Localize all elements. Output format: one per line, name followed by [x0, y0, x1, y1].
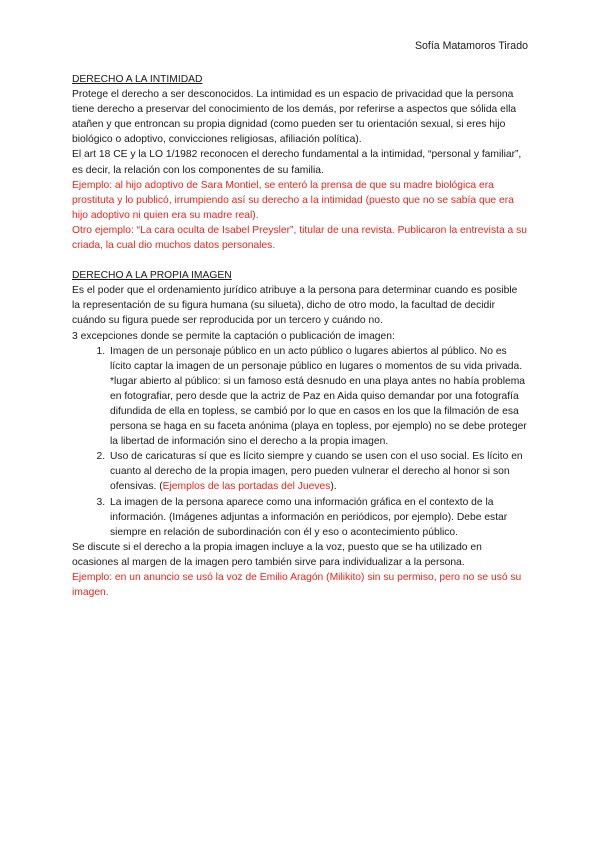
example-text: Ejemplo: al hijo adoptivo de Sara Montiel, se enteró la prensa de que su madre biológica era prostituta y lo publicó, irrumpiendo así su derecho a la intimidad (puesto que no se sabía que era hijo adoptivo ni quien era su madre real). [72, 179, 514, 221]
list-item: 2. Uso de caricaturas sí que es lícito siempre y cuando se usen con el uso social. Es lícito en cuanto al derecho de la propia imagen, pero pueden vulnerar el derecho al honor si son ofensivas. (Ejemplos de las portadas del Jueves). [108, 449, 528, 494]
list-item: 3. La imagen de la persona aparece como una información gráfica en el contexto de la información. (Imágenes adjuntas a información en periódicos, por ejemplo). Debe estar siempre en relación de subordinación con él y eso o acontecimiento público. [108, 495, 528, 540]
exceptions-list [72, 344, 528, 540]
section-title-intimidad: DERECHO A LA INTIMIDAD [72, 74, 203, 85]
paragraph: 3 excepciones donde se permite la captación o publicación de imagen: [72, 330, 395, 342]
section-title-propia-imagen: DERECHO A LA PROPIA IMAGEN [72, 270, 232, 282]
document-body [72, 72, 528, 600]
paragraph: Se discute si el derecho a la propia imagen incluye a la voz, puesto que se ha utilizado en ocasiones al margen de la imagen pero también sirve para individualizar a la persona. [72, 541, 482, 568]
example-text: Ejemplo: en un anuncio se usó la voz de Emilio Aragón (Milikito) sin su permiso, pero no se usó su imagen. [72, 572, 522, 599]
spacer [72, 253, 528, 268]
paragraph: Es el poder que el ordenamiento jurídico atribuye a la persona para determinar cuando es posible la representación de su figura humana (su silueta), dicho de otro modo, la facultad de decidir cuándo su figura puede ser reproducida por un tercero y cuándo no. [72, 285, 518, 327]
paragraph: El art 18 CE y la LO 1/1982 reconocen el derecho fundamental a la intimidad, “personal y familiar”, es decir, la relación con los componentes de su familia. [72, 149, 522, 176]
paragraph: Protege el derecho a ser desconocidos. La intimidad es un espacio de privacidad que la persona tiene derecho a preservar del conocimiento de los demás, por referirse a aspectos que sólida ella atañen y que entroncan su propia dignidad (como pueden ser tu orientación sexual, si eres hijo biológico o adoptivo, convicciones religiosas, afiliación política). [72, 89, 517, 146]
example-highlight: Ejemplos de las portadas del Jueves [162, 481, 331, 493]
list-item: 1. Imagen de un personaje público en un acto público o lugares abiertos al público. No es lícito captar la imagen de un personaje público en lugares o momentos de su vida privada. *lugar abierto al público: si un famoso está desnudo en una playa antes no había problema en fotografiar, pero desde que la actriz de Paz en Aida quiso demandar por una fotografía difundida de ella en topless, se cambió por lo que en casos en los que la filmación de esa persona se haga en su faceta anónima (playa en topless, por ejemplo) no se debe proteger la libertad de información sino el derecho a la propia imagen. [108, 344, 528, 450]
example-text: Otro ejemplo: “La cara oculta de Isabel Preysler”, titular de una revista. Publicaron la entrevista a su criada, la cual dio muchos datos personales. [72, 224, 528, 252]
author-name: Sofía Matamoros Tirado [414, 40, 528, 52]
